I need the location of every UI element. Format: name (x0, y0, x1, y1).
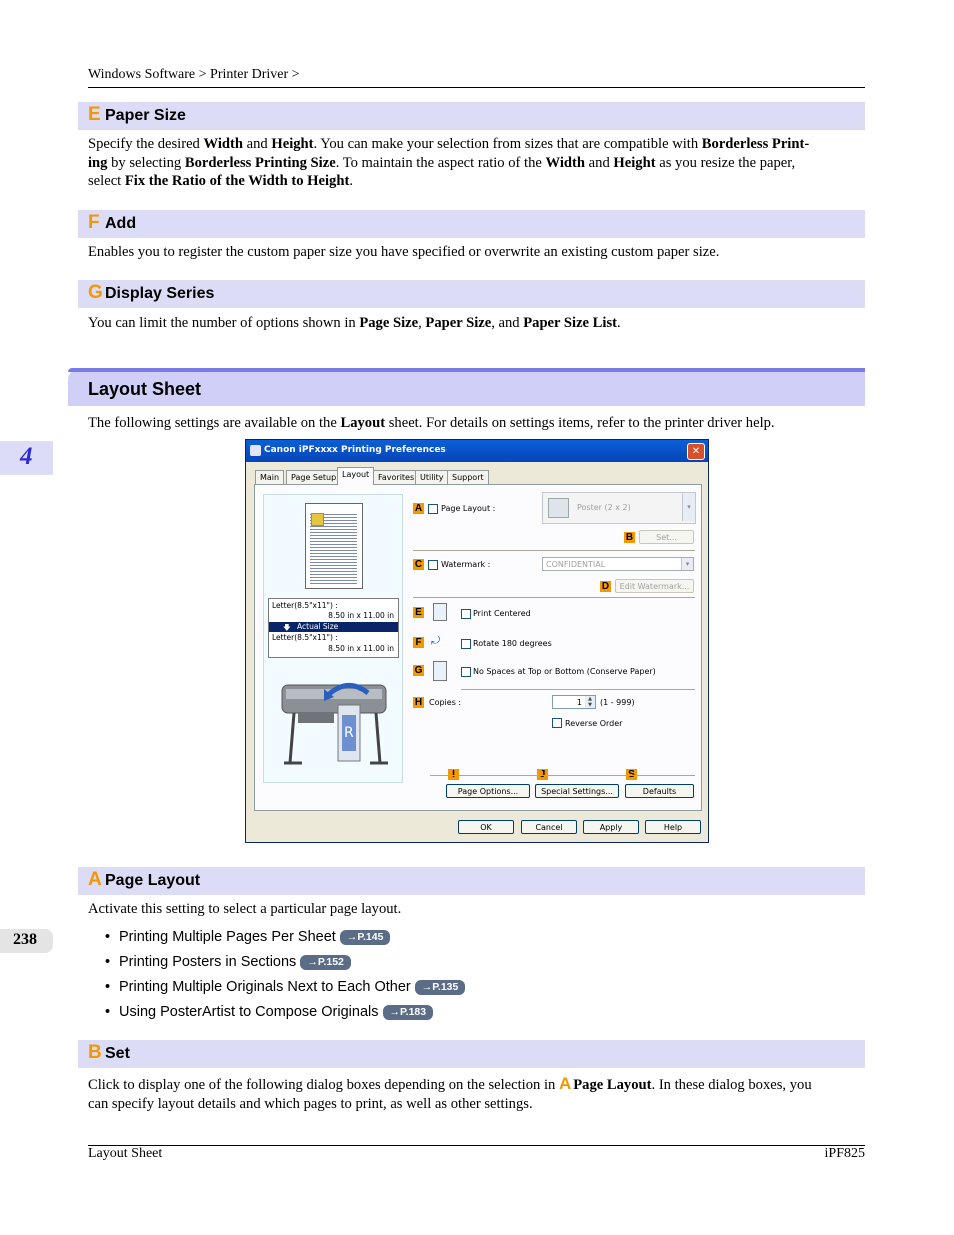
section-title: Set (105, 1045, 130, 1062)
no-spaces-label: No Spaces at Top or Bottom (Conserve Paper) (473, 667, 656, 676)
list-item-text: Printing Multiple Pages Per Sheet (119, 929, 336, 945)
list-item-text: Using PosterArtist to Compose Originals (119, 1004, 379, 1020)
text-run: Activate this setting to select a particular page layout. (88, 901, 402, 917)
header-rule (88, 87, 865, 88)
chevron-down-icon: ▾ (682, 493, 695, 521)
section-heading-page-layout (78, 867, 865, 895)
no-spaces-checkbox[interactable] (461, 667, 471, 677)
page-number-tab (0, 929, 53, 953)
tab-main[interactable]: Main (255, 470, 284, 484)
divider (413, 597, 695, 598)
marker-a: A (414, 503, 423, 514)
text-run: . In these dialog boxes, you (651, 1077, 812, 1093)
bold-term: Width (545, 154, 586, 171)
section-heading-add (78, 210, 865, 238)
list-item-text: Printing Posters in Sections (119, 954, 297, 970)
rotate-label: Rotate 180 degrees (473, 639, 552, 648)
svg-text:R: R (344, 725, 354, 741)
page-layout-checkbox[interactable] (428, 504, 438, 514)
text-run: Specify the desired (88, 136, 204, 152)
set-paragraph (88, 1075, 865, 1113)
output-size-value: 8.50 in x 11.00 in (328, 644, 394, 653)
watermark-select[interactable] (542, 557, 694, 571)
text-run: and (242, 136, 272, 152)
bold-term: Paper Size List (523, 315, 618, 331)
input-size-label: Letter(8.5"x11") : (272, 601, 338, 610)
watermark-checkbox[interactable] (428, 560, 438, 570)
section-marker: F (88, 212, 100, 233)
bold-term: Borderless Printing Size (184, 154, 336, 171)
text-run: , and (491, 315, 524, 331)
tab-support[interactable]: Support (447, 470, 489, 484)
large-format-printer-illustration (278, 675, 390, 770)
printer-icon (250, 445, 261, 456)
printing-preferences-dialog (245, 439, 709, 843)
tab-page-setup[interactable]: Page Setup (286, 470, 341, 484)
output-size-label: Letter(8.5"x11") : (272, 633, 338, 642)
list-item: • Printing Multiple Pages Per Sheet →P.145 (105, 927, 465, 952)
actual-size-label: Actual Size (297, 622, 339, 631)
bold-term: Layout (340, 415, 386, 431)
preview-pane (263, 494, 403, 783)
section-title: Display Series (105, 285, 215, 302)
bold-term: Height (613, 154, 656, 171)
page-layout-select[interactable] (542, 492, 696, 524)
apply-button[interactable]: Apply (583, 820, 639, 834)
divider (461, 689, 695, 690)
actual-size-row[interactable] (269, 622, 398, 632)
copies-label: Copies : (429, 698, 462, 707)
text-run: select (88, 173, 125, 189)
text-run: You can limit the number of options shown in (88, 315, 360, 331)
text-run: Enables you to register the custom paper size you have specified or overwrite an existing custom paper size. (88, 244, 720, 260)
down-arrow-icon: 🡇 (283, 623, 291, 632)
section-marker: G (88, 282, 103, 303)
close-icon[interactable]: ✕ (687, 443, 705, 460)
section-marker: B (88, 1042, 102, 1063)
help-button[interactable]: Help (645, 820, 701, 834)
copies-range: (1 - 999) (600, 698, 635, 707)
special-settings-button[interactable]: Special Settings... (535, 784, 619, 798)
chevron-down-icon: ▾ (681, 558, 693, 570)
chapter-tab (0, 441, 53, 475)
input-size-value: 8.50 in x 11.00 in (328, 611, 394, 620)
text-run: . (349, 173, 353, 189)
bold-term: Page Layout (573, 1077, 652, 1093)
dialog-title: Canon iPFxxxx Printing Preferences (264, 445, 446, 455)
set-button[interactable]: Set... (639, 530, 694, 544)
text-run: The following settings are available on the (88, 415, 341, 431)
marker-f: F (413, 637, 424, 648)
bold-term: Paper Size (425, 315, 492, 331)
footer-model-name: iPF825 (824, 1146, 865, 1161)
list-item: • Printing Posters in Sections →P.152 (105, 952, 465, 977)
page-preview-thumbnail (305, 503, 363, 589)
section-title: Add (105, 215, 137, 232)
text-run: . To maintain the aspect ratio of the (335, 154, 546, 171)
conserve-paper-icon (433, 661, 447, 681)
page-reference-link[interactable]: →P.135 (415, 980, 466, 995)
text-run: Click to display one of the following dialog boxes depending on the selection in (88, 1077, 559, 1093)
text-run: sheet. For details on settings items, refer to the printer driver help. (385, 415, 775, 431)
text-run: as you resize the paper, (655, 154, 796, 171)
add-paragraph (88, 243, 865, 262)
marker-b: B (625, 532, 634, 543)
list-item: • Printing Multiple Originals Next to Each Other →P.135 (105, 977, 465, 1002)
marker-h: H (414, 697, 423, 708)
tab-favorites[interactable]: Favorites (373, 470, 419, 484)
bold-term: Page Size (359, 315, 419, 331)
bold-term: Fix the Ratio of the Width to Height (124, 173, 350, 189)
heading-accent-bar (68, 368, 865, 372)
section-title: Page Layout (105, 872, 201, 889)
layout-sheet-title: Layout Sheet (88, 379, 202, 399)
tab-utility[interactable]: Utility (415, 470, 449, 484)
page-layout-links (105, 927, 465, 1027)
defaults-button[interactable]: Defaults (625, 784, 694, 798)
cancel-button[interactable]: Cancel (521, 820, 577, 834)
watermark-value: CONFIDENTIAL (546, 560, 606, 569)
paper-size-info (268, 598, 399, 658)
text-run: can specify layout details and which pages to print, as well as other settings. (88, 1095, 533, 1112)
footer-rule (88, 1145, 865, 1146)
page-reference-link[interactable]: →P.145 (340, 930, 391, 945)
text-run: . (617, 315, 621, 331)
section-marker: A (88, 869, 102, 890)
tab-layout[interactable]: Layout (337, 467, 374, 485)
marker-g: G (414, 665, 423, 676)
poster-layout-icon (548, 498, 569, 518)
divider (413, 550, 695, 551)
dialog-titlebar (246, 440, 708, 462)
print-centered-icon (433, 603, 447, 621)
display-series-paragraph (88, 314, 865, 333)
page-layout-label: Page Layout : (441, 504, 496, 513)
rotate-icon: ⤾ (431, 634, 441, 647)
list-item-text: Printing Multiple Originals Next to Each Other (119, 979, 411, 995)
copies-value: 1 (576, 698, 582, 707)
copies-stepper[interactable] (552, 695, 596, 709)
print-centered-label: Print Centered (473, 609, 531, 618)
marker-d: D (601, 581, 610, 592)
bold-term: ing (88, 154, 108, 171)
divider (430, 775, 695, 776)
reverse-order-checkbox[interactable] (552, 718, 562, 728)
bold-term: Borderless Print- (701, 136, 810, 152)
section-heading-set (78, 1040, 865, 1068)
text-run: , (418, 315, 426, 331)
section-heading-display-series (78, 280, 865, 308)
layout-panel (254, 484, 702, 811)
page-options-button[interactable]: Page Options... (446, 784, 530, 798)
marker-c: C (414, 559, 423, 570)
list-item: • Using PosterArtist to Compose Originals →P.183 (105, 1002, 465, 1027)
section-marker: A (558, 1074, 572, 1093)
page-layout-value: Poster (2 x 2) (577, 503, 631, 512)
reverse-order-label: Reverse Order (565, 719, 623, 728)
page-reference-link[interactable]: →P.152 (300, 955, 351, 970)
marker-e: E (413, 607, 424, 618)
ok-button[interactable]: OK (458, 820, 514, 834)
watermark-label: Watermark : (441, 560, 491, 569)
breadcrumb: Windows Software > Printer Driver > (88, 67, 300, 82)
bold-term: Height (271, 136, 314, 152)
edit-watermark-button[interactable]: Edit Watermark... (615, 579, 694, 593)
layout-sheet-paragraph (88, 414, 865, 433)
section-heading-paper-size (78, 102, 865, 130)
text-run: and (585, 154, 614, 171)
text-run: by selecting (107, 154, 185, 171)
layout-sheet-heading (68, 368, 865, 406)
text-run: . You can make your selection from sizes that are compatible with (313, 136, 702, 152)
rotate-checkbox[interactable] (461, 639, 471, 649)
page-number: 238 (13, 931, 37, 948)
section-title: Paper Size (105, 107, 186, 124)
page-reference-link[interactable]: →P.183 (383, 1005, 434, 1020)
image-graphic (311, 513, 324, 526)
bold-term: Width (203, 136, 243, 152)
chapter-number: 4 (20, 443, 33, 470)
section-marker: E (88, 104, 101, 125)
footer-section-name: Layout Sheet (88, 1146, 163, 1161)
spin-arrows-icon[interactable]: ▲ ▼ (585, 696, 595, 708)
page-layout-paragraph (88, 900, 865, 919)
print-centered-checkbox[interactable] (461, 609, 471, 619)
paper-size-paragraph (88, 135, 865, 191)
